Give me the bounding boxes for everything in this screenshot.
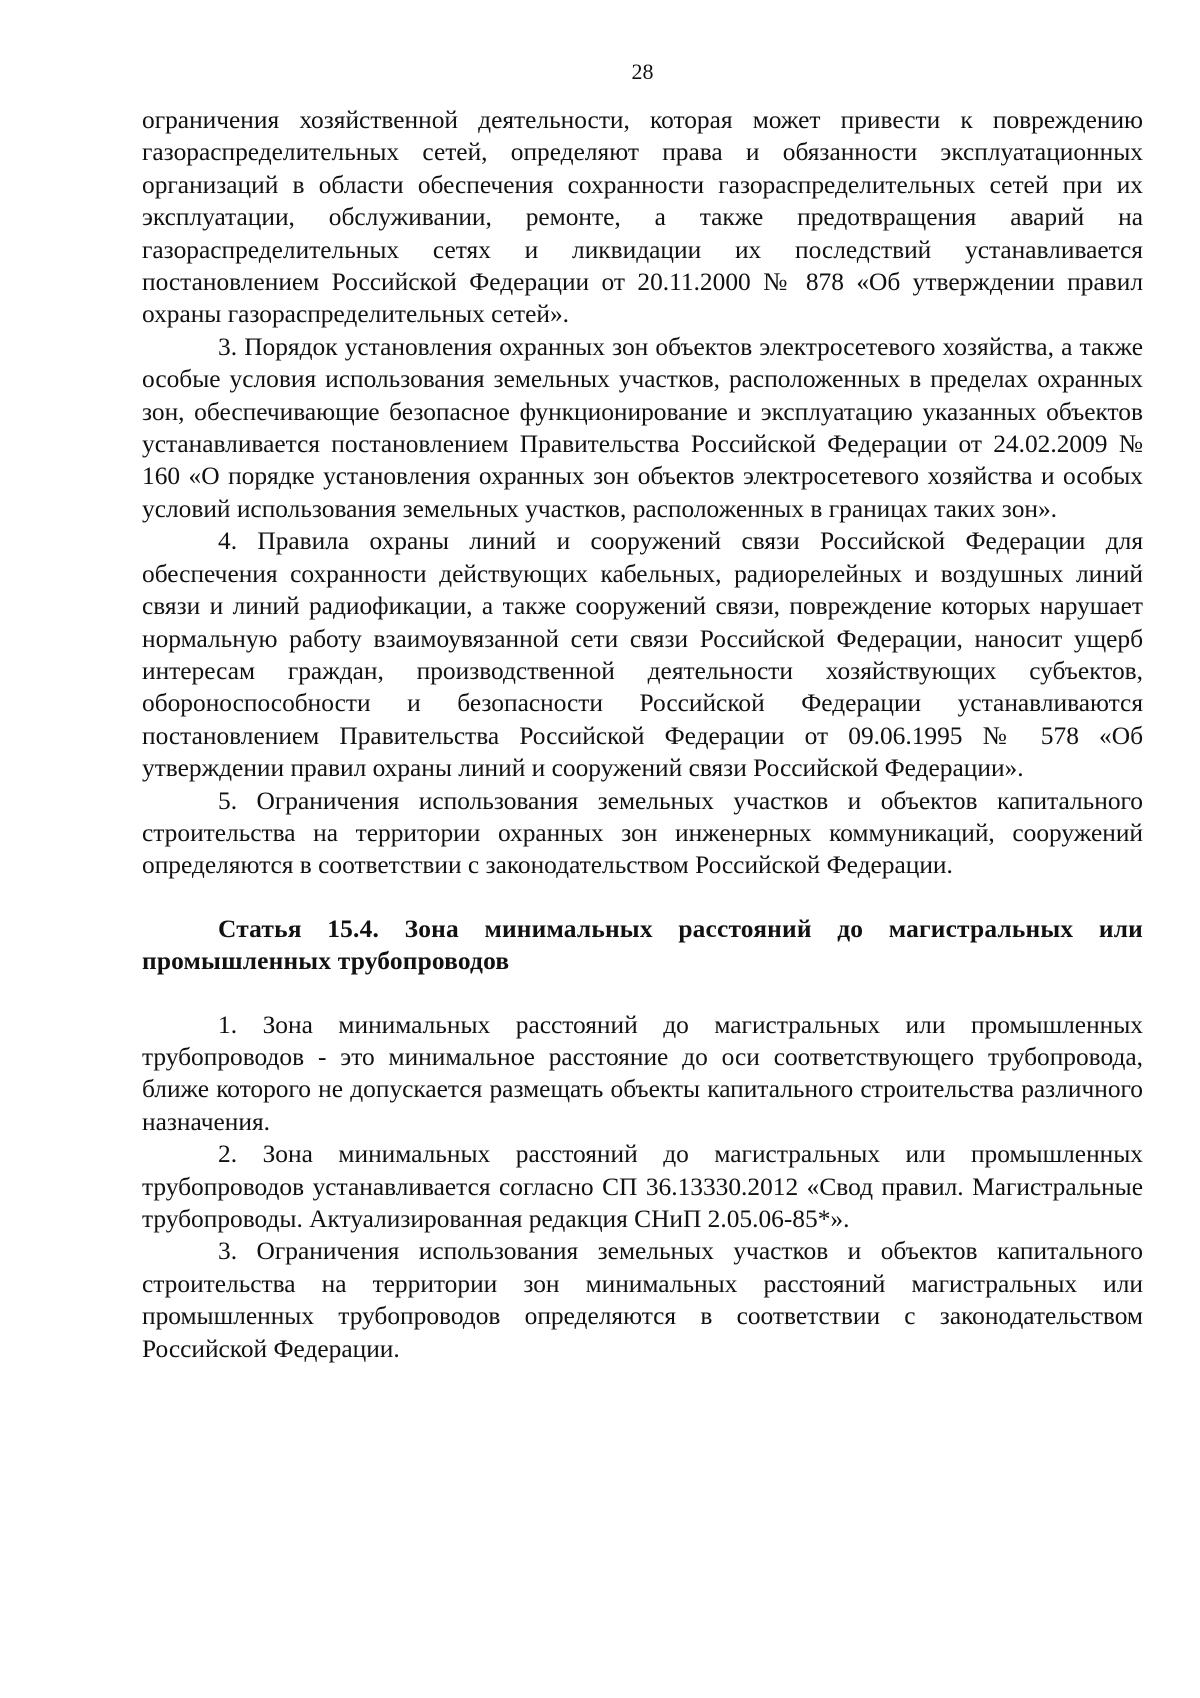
article-paragraph-2: 2. Зона минимальных расстояний до магистральных или промышленных трубопроводов устанавливается согласно СП 36.13330.2012 «Свод правил. Магистральные трубопроводы. Актуализированная редакция СНиП 2.05.06-85*». [142, 1140, 1143, 1233]
paragraph-item-4: 4. Правила охраны линий и сооружений связи Российской Федерации для обеспечения сохранности действующих кабельных, радиорелейных и воздушных линий связи и линий радиофикации, а также сооружений связи, повреждение которых нарушает нормальную работу взаимоувязанной сети связи Российской Федерации, наносит ущерб интересам граждан, производственной деятельности хозяйствующих субъектов, обороноспособности и безопасности Российской Федерации устанавливаются постановлением Правительства Российской Федерации от 09.06.1995 № 578 «Об утверждении правил охраны линий и сооружений связи Российской Федерации». [142, 527, 1143, 783]
paragraph-item-5: 5. Ограничения использования земельных участков и объектов капитального строительства на территории охранных зон инженерных коммуникаций, сооружений определяются в соответствии с законодательством Российской Федерации. [142, 786, 1143, 880]
article-heading: Статья 15.4. Зона минимальных расстояний до магистральных или промышленных трубопроводов [142, 914, 1143, 976]
article-paragraph-3: 3. Ограничения использования земельных участков и объектов капитального строительства на территории зон минимальных расстояний магистральных или промышленных трубопроводов определяются в соответствии с законодательством Российской Федерации. [142, 1237, 1143, 1363]
paragraph-item-3: 3. Порядок установления охранных зон объектов электросетевого хозяйства, а также особые условия использования земельных участков, расположенных в пределах охранных зон, обеспечивающие безопасное функционирование и эксплуатацию указанных объектов устанавливается постановлением Правительства Российской Федерации от 24.02.2009 № 160 «О порядке установления охранных зон объектов электросетевого хозяйства и особых условий использования земельных участков, расположенных в границах таких зон». [142, 332, 1143, 523]
paragraph-continuation: ограничения хозяйственной деятельности, которая может привести к повреждению газораспределительных сетей, определяют права и обязанности эксплуатационных организаций в области обеспечения сохранности газораспределительных сетей при их эксплуатации, обслуживании, ремонте, а также предотвращения аварий на газораспределительных сетях и ликвидации их последствий устанавливается постановлением Российской Федерации от 20.11.2000 № 878 «Об утверждении правил охраны газораспределительных сетей». [142, 106, 1143, 329]
page-number: 28 [631, 59, 654, 84]
article-paragraph-1: 1. Зона минимальных расстояний до магистральных или промышленных трубопроводов - это минимальное расстояние до оси соответствующего трубопровода, ближе которого не допускается размещать объекты капитального строительства различного назначения. [142, 1010, 1143, 1136]
article-text-block [142, 1009, 1143, 1365]
top-text-block [142, 104, 1143, 882]
